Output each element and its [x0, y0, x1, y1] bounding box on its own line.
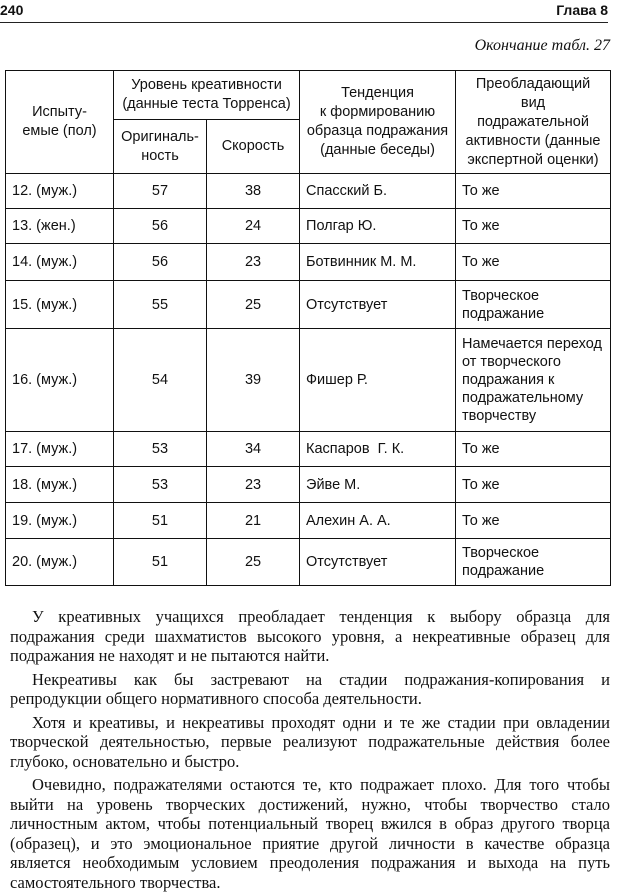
results-table [5, 70, 611, 586]
originality-cell: 57 [114, 174, 207, 209]
speed-cell: 24 [207, 209, 300, 244]
tendency-cell: Спасский Б. [300, 174, 456, 209]
table-row [6, 281, 611, 329]
table-row [6, 503, 611, 539]
activity-cell: То же [456, 244, 611, 281]
table-row [6, 539, 611, 586]
table-row [6, 329, 611, 432]
activity-cell: То же [456, 174, 611, 209]
activity-cell: То же [456, 467, 611, 503]
subject-cell: 20. (муж.) [6, 539, 114, 586]
table-row [6, 244, 611, 281]
activity-cell: Творческое подражание [456, 539, 611, 586]
speed-cell: 23 [207, 467, 300, 503]
originality-cell: 53 [114, 467, 207, 503]
activity-cell: Творческое подражание [456, 281, 611, 329]
subject-cell: 16. (муж.) [6, 329, 114, 432]
activity-cell: Намечается переход от творческого подражания к подражательному творчеству [456, 329, 611, 432]
speed-cell: 23 [207, 244, 300, 281]
speed-cell: 25 [207, 539, 300, 586]
chapter-title: Глава 8 [556, 2, 608, 18]
activity-cell: То же [456, 432, 611, 467]
speed-cell: 21 [207, 503, 300, 539]
tendency-cell: Каспаров Г. К. [300, 432, 456, 467]
paragraph: У креативных учащихся преобладает тенденция к выбору образца для подражания среди шахматистов высокого уровня, а некреативные образец для подражания не находят и не пытаются найти. [10, 607, 610, 665]
header-originality: Оригиналь- ность [114, 120, 207, 174]
header-tendency: Тенденция к формированию образца подражания (данные беседы) [300, 71, 456, 174]
originality-cell: 51 [114, 503, 207, 539]
subject-cell: 13. (жен.) [6, 209, 114, 244]
subject-cell: 18. (муж.) [6, 467, 114, 503]
table-row [6, 467, 611, 503]
paragraph: Хотя и креативы, и некреативы проходят одни и те же стадии при овладении творческой деятельностью, первые реализуют подражательные действия более глубоко, основательно и быстро. [10, 712, 610, 771]
header-creativity: Уровень креативности (данные теста Торренса) [114, 71, 300, 120]
originality-cell: 53 [114, 432, 207, 467]
tendency-cell: Полгар Ю. [300, 209, 456, 244]
table-caption: Окончание табл. 27 [474, 37, 610, 54]
body-text [10, 607, 610, 896]
activity-cell: То же [456, 209, 611, 244]
table-row [6, 209, 611, 244]
subject-cell: 15. (муж.) [6, 281, 114, 329]
subject-cell: 12. (муж.) [6, 174, 114, 209]
paragraph: Очевидно, подражателями остаются те, кто подражает плохо. Для того чтобы выйти на уровень творческих достижений, нужно, чтобы творчество стало личностным актом, чтобы потенциальный творец вжился в образ другого творца (образец), и это эмоциональное приятие другой личности в качестве образца является необходимым условием преодоления подражания и выхода на путь самостоятельного творчества. [10, 775, 610, 892]
speed-cell: 25 [207, 281, 300, 329]
running-header [0, 0, 608, 23]
tendency-cell: Ботвинник М. М. [300, 244, 456, 281]
header-activity: Преобладающий вид подражательной активности (данные экспертной оценки) [456, 71, 611, 174]
originality-cell: 51 [114, 539, 207, 586]
originality-cell: 55 [114, 281, 207, 329]
header-subject: Испыту- емые (пол) [6, 71, 114, 174]
header-speed: Скорость [207, 120, 300, 174]
table-row [6, 432, 611, 467]
speed-cell: 38 [207, 174, 300, 209]
table-row [6, 174, 611, 209]
originality-cell: 54 [114, 329, 207, 432]
page-number: 240 [0, 2, 24, 18]
tendency-cell: Эйве М. [300, 467, 456, 503]
tendency-cell: Алехин А. А. [300, 503, 456, 539]
paragraph: Некреативы как бы застревают на стадии подражания-копирования и репродукции общего нормативного способа деятельности. [10, 669, 610, 708]
originality-cell: 56 [114, 244, 207, 281]
tendency-cell: Отсутствует [300, 281, 456, 329]
subject-cell: 14. (муж.) [6, 244, 114, 281]
subject-cell: 17. (муж.) [6, 432, 114, 467]
activity-cell: То же [456, 503, 611, 539]
subject-cell: 19. (муж.) [6, 503, 114, 539]
speed-cell: 34 [207, 432, 300, 467]
tendency-cell: Фишер Р. [300, 329, 456, 432]
tendency-cell: Отсутствует [300, 539, 456, 586]
speed-cell: 39 [207, 329, 300, 432]
originality-cell: 56 [114, 209, 207, 244]
